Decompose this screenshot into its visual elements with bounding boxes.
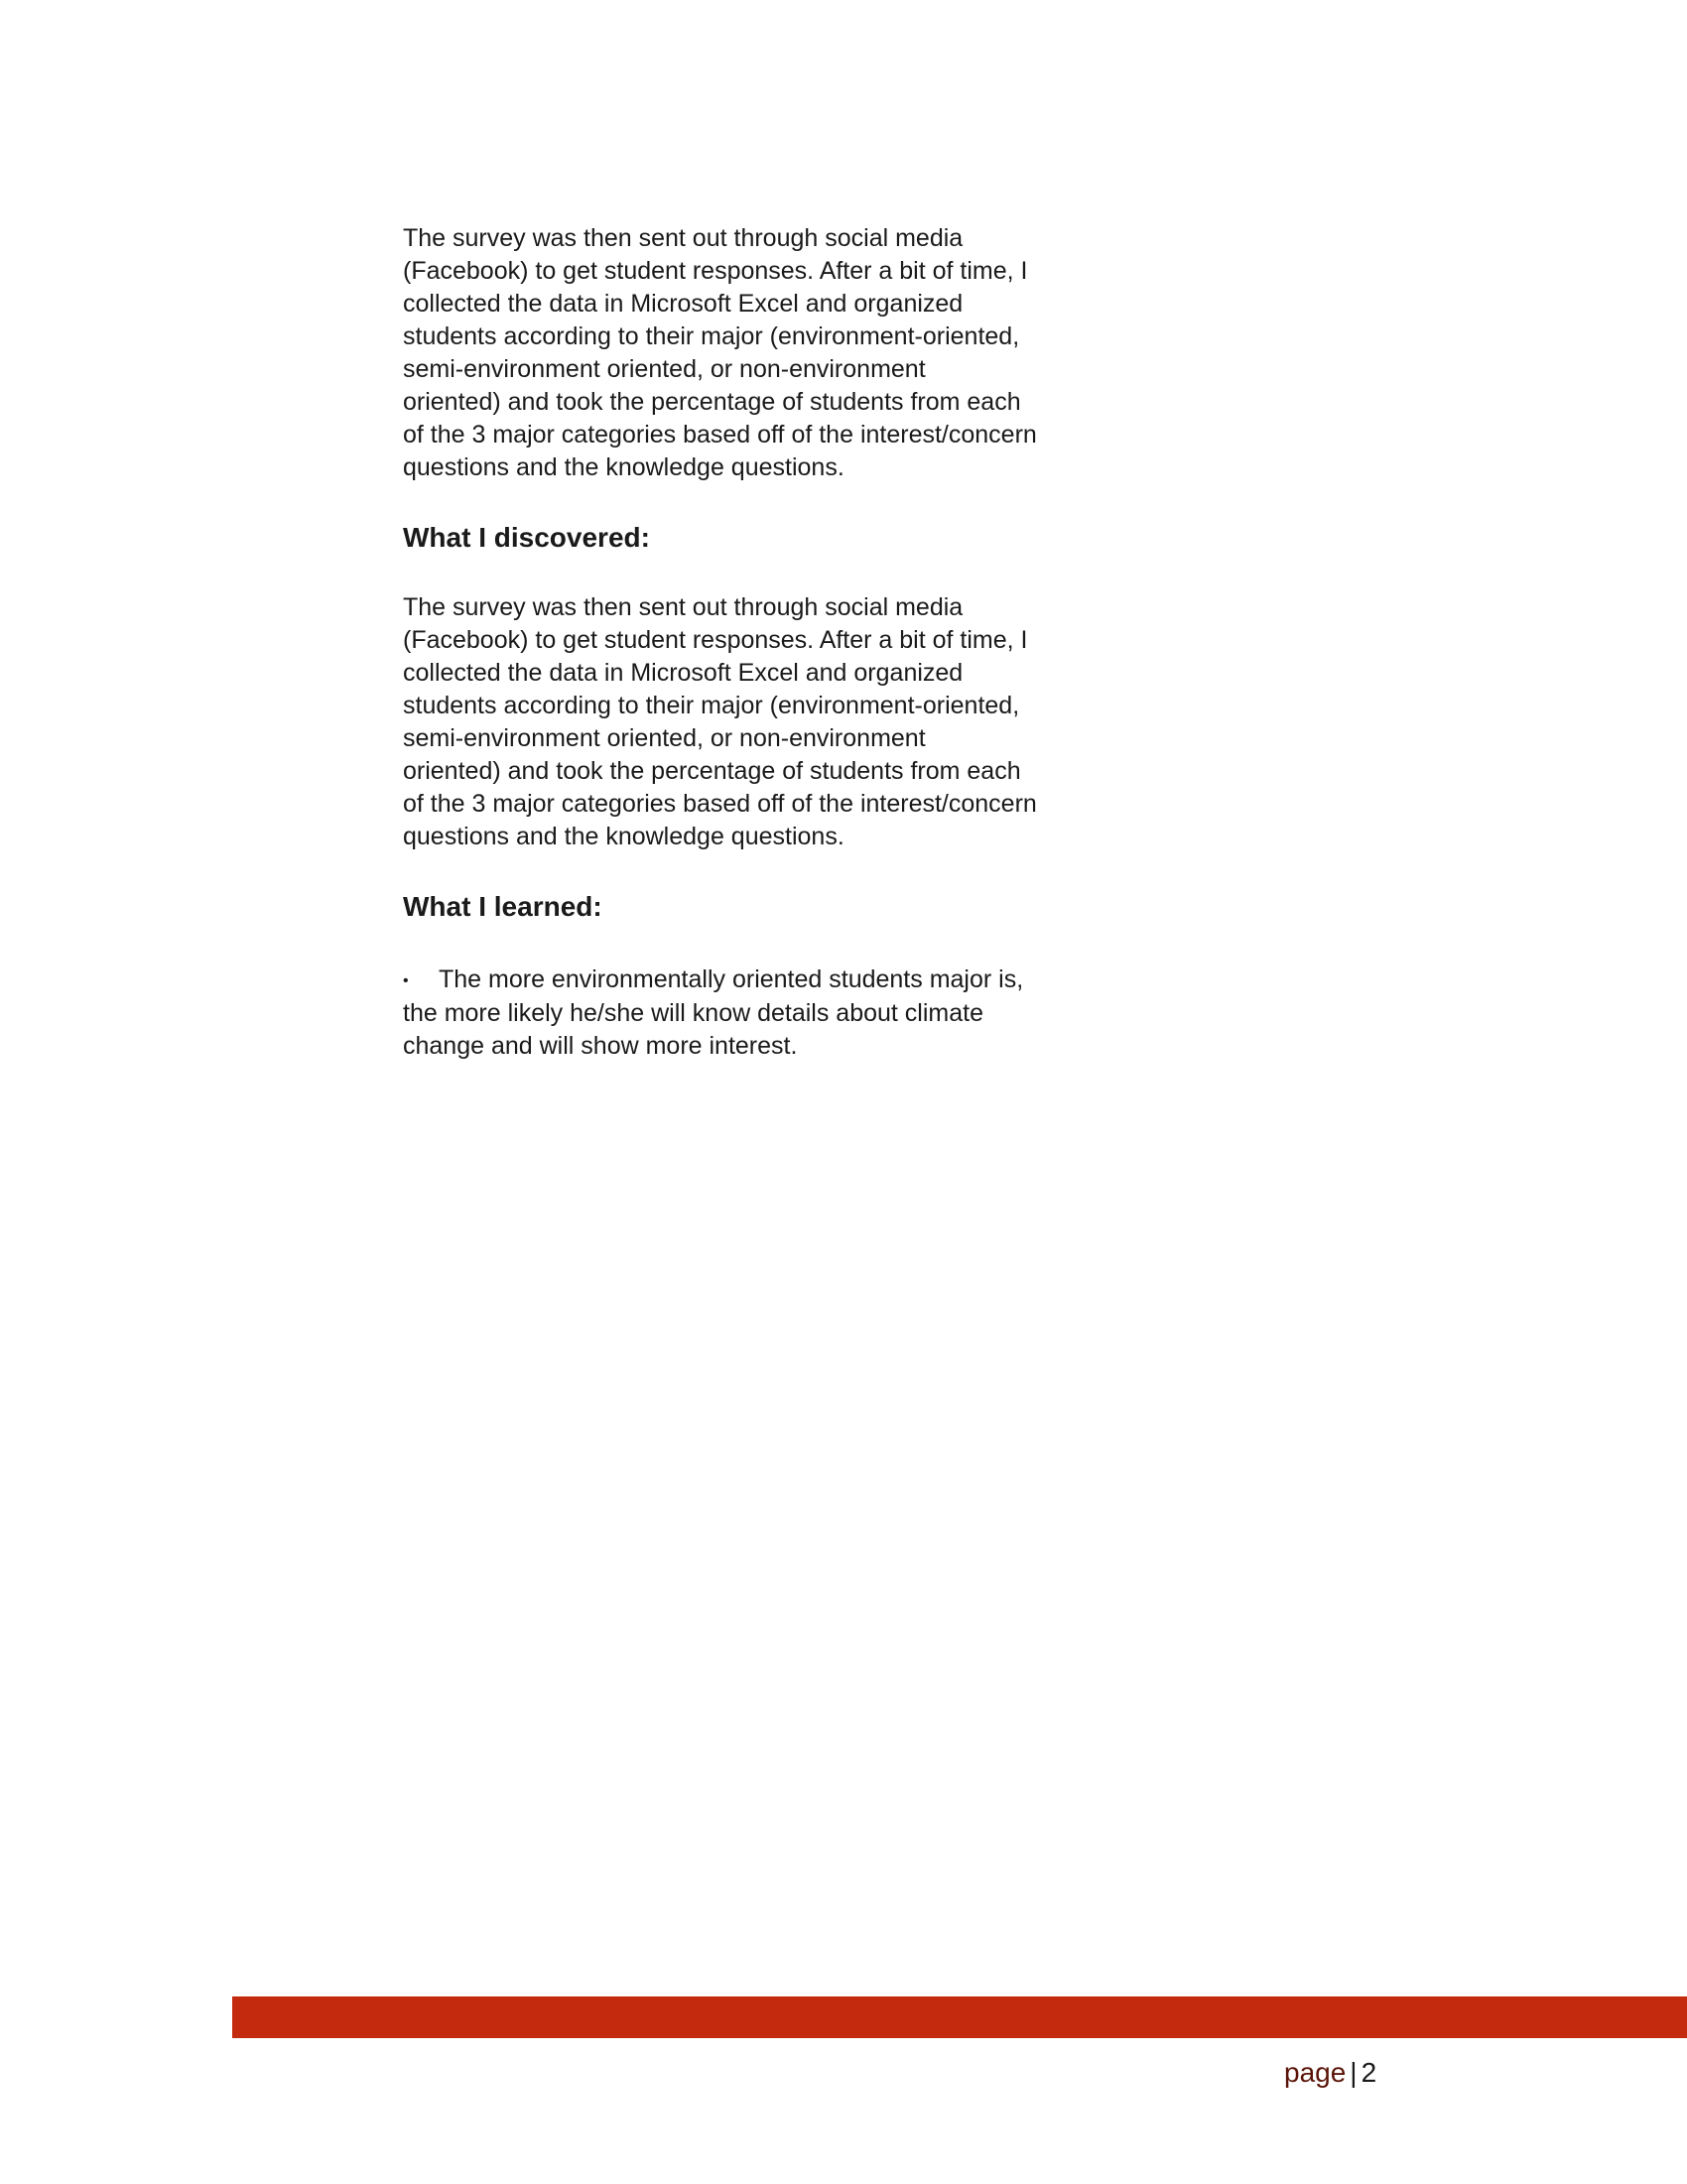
page-label: page — [1284, 2057, 1347, 2088]
bullet-icon: • — [403, 972, 409, 989]
paragraph-line: (Facebook) to get student responses. After a bit of time, I — [403, 257, 1028, 285]
paragraph-line: semi-environment oriented, or non-environment — [403, 355, 926, 383]
paragraph-line: oriented) and took the percentage of students from each — [403, 757, 1021, 785]
paragraph-line: of the 3 major categories based off of the interest/concern — [403, 790, 1037, 818]
document-body — [403, 222, 1078, 1063]
paragraph-line: (Facebook) to get student responses. After a bit of time, I — [403, 626, 1028, 654]
list-item-text: The more environmentally oriented students major is, — [439, 965, 1024, 993]
paragraph-line: semi-environment oriented, or non-environment — [403, 724, 926, 752]
list-item-line: the more likely he/she will know details about climate — [403, 999, 983, 1027]
learned-list — [403, 964, 1078, 1063]
paragraph-line: students according to their major (environment-oriented, — [403, 692, 1020, 719]
paragraph-line: collected the data in Microsoft Excel and organized — [403, 659, 964, 687]
paragraph-method — [403, 222, 1078, 484]
list-item-line: change and will show more interest. — [403, 1032, 798, 1060]
page-separator: | — [1350, 2057, 1358, 2088]
heading-what-i-discovered: What I discovered: — [403, 522, 650, 553]
page-number — [1284, 2056, 1376, 2090]
footer-accent-bar — [232, 1996, 1687, 2038]
paragraph-line: The survey was then sent out through social media — [403, 593, 964, 621]
list-item-line — [403, 964, 1078, 997]
heading-what-i-learned: What I learned: — [403, 891, 602, 922]
paragraph-line: of the 3 major categories based off of the interest/concern — [403, 421, 1037, 449]
paragraph-discovered — [403, 591, 1078, 853]
paragraph-line: questions and the knowledge questions. — [403, 823, 844, 850]
page-number-value: 2 — [1361, 2057, 1377, 2088]
list-item — [403, 964, 1078, 1063]
paragraph-line: oriented) and took the percentage of students from each — [403, 388, 1021, 416]
paragraph-line: students according to their major (environment-oriented, — [403, 322, 1020, 350]
paragraph-line: The survey was then sent out through social media — [403, 224, 964, 252]
paragraph-line: questions and the knowledge questions. — [403, 453, 844, 481]
paragraph-line: collected the data in Microsoft Excel and organized — [403, 290, 964, 318]
